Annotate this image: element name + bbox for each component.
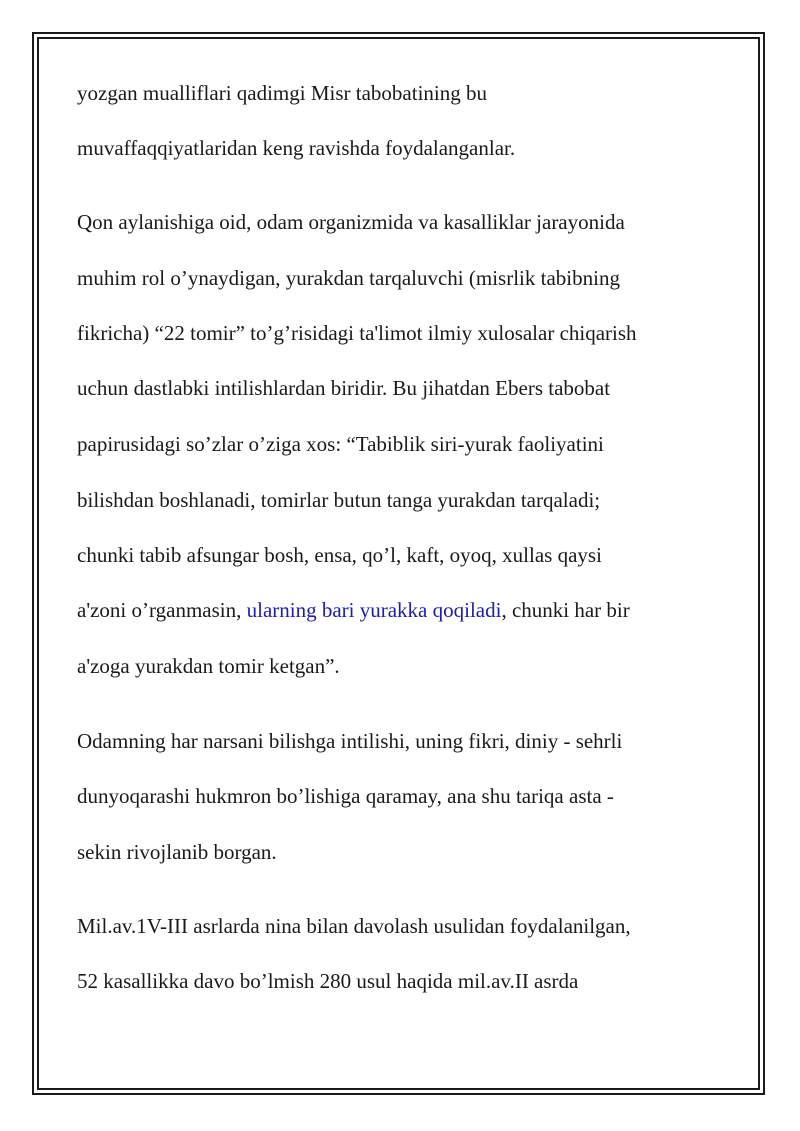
text-line: a'zoga yurakdan tomir ketgan”. (77, 654, 340, 678)
text-line: bilishdan boshlanadi, tomirlar butun tanga yurakdan tarqaladi; (77, 488, 601, 512)
text-line-with-link (77, 598, 630, 622)
text-segment: a'zoni o’rganmasin, (77, 598, 247, 622)
text-line: sekin rivojlanib borgan. (77, 840, 277, 864)
text-line: muhim rol o’ynaydigan, yurakdan tarqaluvchi (misrlik tabibning (77, 266, 620, 290)
text-line: yozgan mualliflari qadimgi Misr tabobatining bu (77, 81, 488, 105)
text-line: Odamning har narsani bilishga intilishi, uning fikri, diniy - sehrli (77, 729, 623, 753)
text-line: Qon aylanishiga oid, odam organizmida va kasalliklar jarayonida (77, 210, 625, 234)
hyperlink[interactable]: ularning bari yurakka qoqiladi (246, 598, 502, 622)
text-line: dunyoqarashi hukmron bo’lishiga qaramay, ana shu tariqa asta - (77, 784, 614, 808)
text-line: uchun dastlabki intilishlardan biridir. Bu jihatdan Ebers tabobat (77, 376, 611, 400)
text-line: papirusidagi so’zlar o’ziga xos: “Tabiblik siri-yurak faoliyatini (77, 432, 604, 456)
text-line: fikricha) “22 tomir” to’g’risidagi ta'limot ilmiy xulosalar chiqarish (77, 321, 637, 345)
text-line: chunki tabib afsungar bosh, ensa, qo’l, kaft, oyoq, xullas qaysi (77, 543, 602, 567)
text-line: 52 kasallikka davo bo’lmish 280 usul haqida mil.av.II asrda (77, 969, 579, 993)
text-segment: , chunki har bir (501, 598, 630, 622)
text-line: muvaffaqqiyatlaridan keng ravishda foydalanganlar. (77, 136, 516, 160)
text-line: Mil.av.1V-III asrlarda nina bilan davolash usulidan foydalanilgan, (77, 914, 631, 938)
